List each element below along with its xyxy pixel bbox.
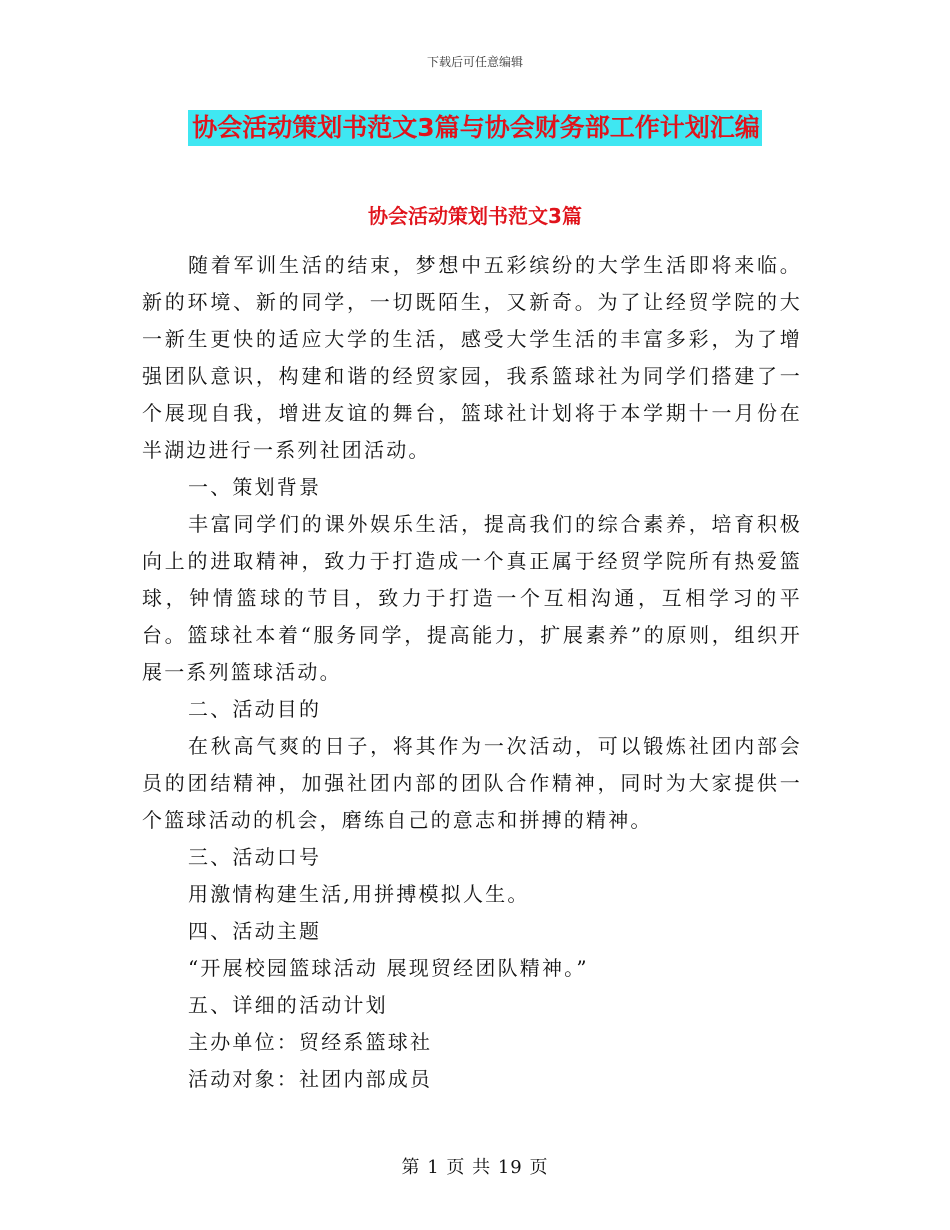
- heading-activity-slogan: 三、活动口号: [188, 845, 322, 869]
- background-paragraph: 丰富同学们的课外娱乐生活，提高我们的综合素养，培育积极向上的进取精神，致力于打造成一个真正属于经贸学院所有热爱篮球，钟情篮球的节目，致力于打造一个互相沟通，互相学习的平台。篮球社本着“服务同学，提高能力，扩展素养”的原则，组织开展一系列篮球活动。: [142, 512, 802, 684]
- intro-paragraph: 随着军训生活的结束，梦想中五彩缤纷的大学生活即将来临。新的环境、新的同学，一切既陌生，又新奇。为了让经贸学院的大一新生更快的适应大学的生活，感受大学生活的丰富多彩，为了增强团队意识，构建和谐的经贸家园，我系篮球社为同学们搭建了一个展现自我，增进友谊的舞台，篮球社计划将于本学期十一月份在半湖边进行一系列社团活动。: [142, 253, 802, 462]
- document-body: [142, 247, 802, 1098]
- heading-activity-plan: 五、详细的活动计划: [188, 993, 388, 1017]
- heading-activity-purpose: 二、活动目的: [188, 697, 322, 721]
- page-indicator: 第 1 页 共 19 页: [401, 1157, 549, 1178]
- header-note: 下载后可任意编辑: [426, 55, 523, 69]
- main-title-container: [0, 110, 950, 146]
- slogan-paragraph: 用激情构建生活,用拼搏模拟人生。: [188, 882, 530, 906]
- main-title: 协会活动策划书范文3篇与协会财务部工作计划汇编: [188, 110, 761, 146]
- heading-planning-background: 一、策划背景: [188, 475, 322, 499]
- heading-activity-theme: 四、活动主题: [188, 919, 322, 943]
- theme-paragraph: “开展校园篮球活动 展现贸经团队精神。”: [188, 956, 589, 980]
- section-title: 协会活动策划书范文3篇: [368, 204, 582, 228]
- purpose-paragraph: 在秋高气爽的日子，将其作为一次活动，可以锻炼社团内部会员的团结精神，加强社团内部的团队合作精神，同时为大家提供一个篮球活动的机会，磨练自己的意志和拼搏的精神。: [142, 734, 802, 832]
- audience-line: 活动对象：社团内部成员: [188, 1067, 433, 1091]
- organizer-line: 主办单位：贸经系篮球社: [188, 1030, 433, 1054]
